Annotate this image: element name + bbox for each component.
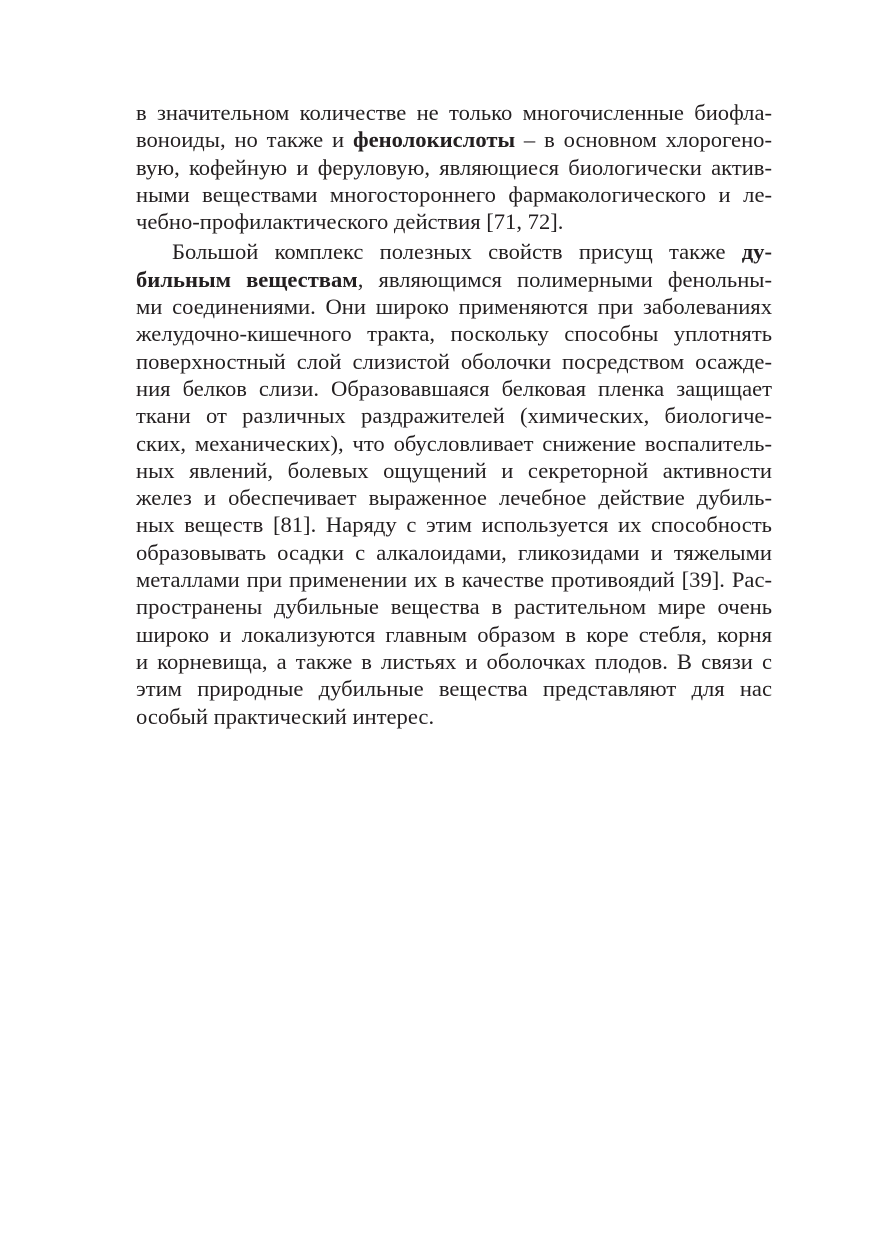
bold-term-phenolic-acids: фенолокислоты xyxy=(352,127,516,153)
text-line: особый практический интерес. xyxy=(136,703,435,729)
text-line: поверхностный слой слизистой оболочки посредством осажде- xyxy=(136,348,772,374)
text-line: металлами при применении их в качестве противоядий [39]. Рас- xyxy=(136,567,772,593)
text-line: желез и обеспечивает выраженное лечебное действие дубиль- xyxy=(136,485,772,511)
paragraph-1 xyxy=(136,99,772,235)
text-line: ными веществами многостороннего фармакологического и ле- xyxy=(136,181,772,207)
text-run: , являющимся полимерными фенольны- xyxy=(357,266,772,292)
text-line: этим природные дубильные вещества представляют для нас xyxy=(136,676,772,702)
bold-term-tannins-part2: бильным веществам xyxy=(136,266,358,292)
text-line xyxy=(136,238,772,265)
text-line: и корневища, а также в листьях и оболочках плодов. В связи с xyxy=(136,648,772,674)
text-line: ния белков слизи. Образовавшаяся белковая пленка защищает xyxy=(136,375,772,401)
text-line xyxy=(136,266,772,293)
text-line: ми соединениями. Они широко применяются при заболеваниях xyxy=(136,294,772,320)
text-line xyxy=(136,126,772,153)
text-run: Большой комплекс полезных свойств присущ также xyxy=(172,239,742,265)
text-line: желудочно-кишечного тракта, поскольку способны уплотнять xyxy=(136,321,772,347)
text-line: ных явлений, болевых ощущений и секреторной активности xyxy=(136,457,772,483)
text-line: ских, механических), что обусловливает снижение воспалитель- xyxy=(136,430,772,456)
body-text xyxy=(136,99,772,730)
text-line: широко и локализуются главным образом в коре стебля, корня xyxy=(136,621,772,647)
text-line: ткани от различных раздражителей (химических, биологиче- xyxy=(136,403,772,429)
text-line: чебно-профилактического действия [71, 72]. xyxy=(136,209,564,235)
bold-term-tannins-part1: ду- xyxy=(741,239,772,265)
text-line: пространены дубильные вещества в растительном мире очень xyxy=(136,594,772,620)
text-line: ных веществ [81]. Наряду с этим используется их способность xyxy=(136,512,772,538)
text-run: – в основном хлорогено- xyxy=(515,127,772,153)
text-line: образовывать осадки с алкалоидами, гликозидами и тяжелыми xyxy=(136,539,772,565)
text-line: вую, кофейную и феруловую, являющиеся биологически актив- xyxy=(136,154,772,180)
text-run: воноиды, но также и xyxy=(136,127,353,153)
text-line: в значительном количестве не только многочисленные биофла- xyxy=(136,100,772,125)
paragraph-2 xyxy=(136,238,772,729)
